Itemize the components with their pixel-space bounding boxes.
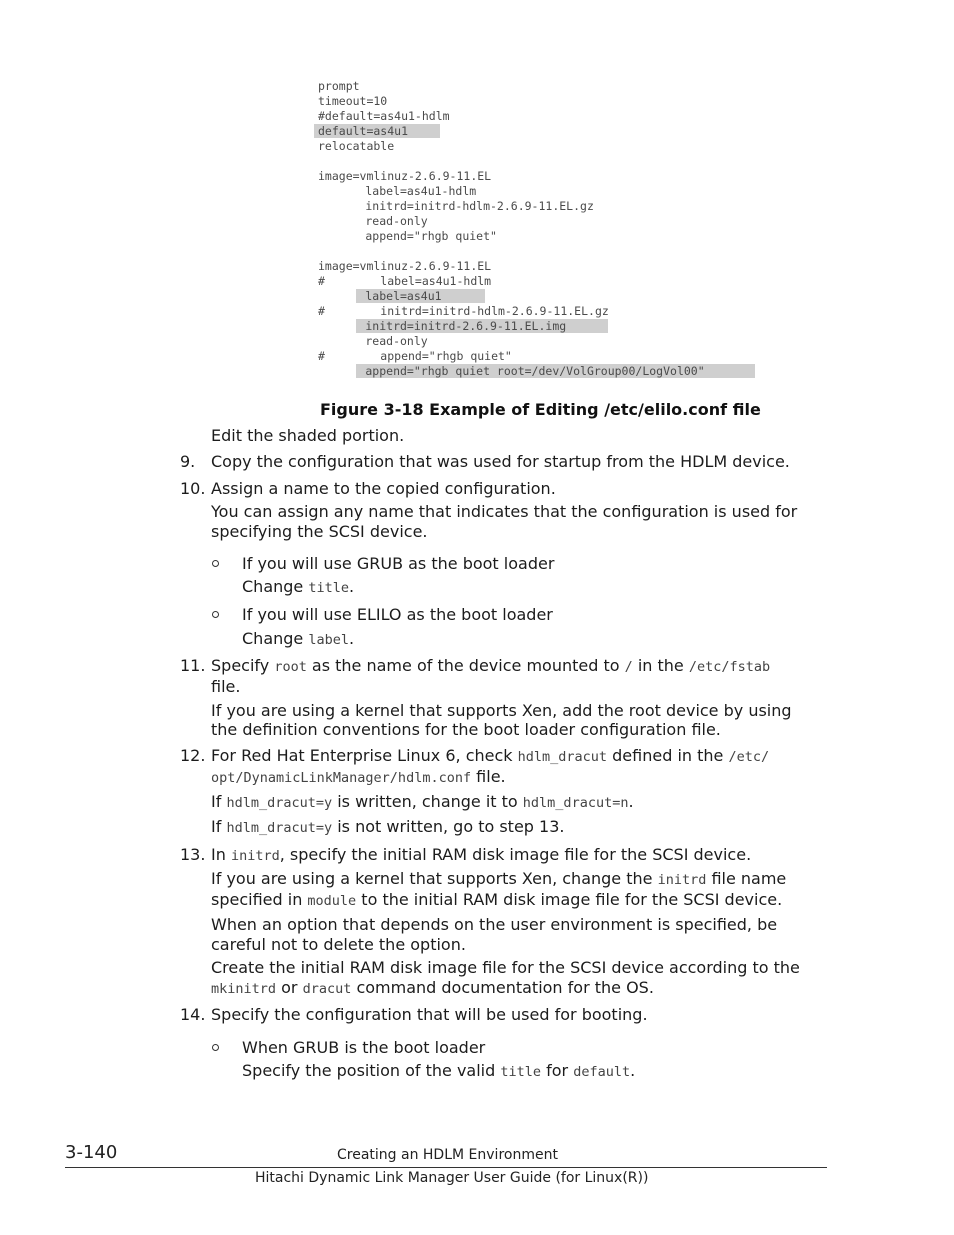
paragraph: the definition conventions for the boot loader configuration file. [211,720,721,739]
bullet-icon [212,560,219,567]
step-number: 9. [180,452,196,471]
text: file name [706,869,787,888]
step-number: 12. [180,746,206,765]
footer-divider [65,1167,827,1168]
code: initrd [657,872,707,888]
text: . [348,577,355,596]
code: /etc/ [728,749,770,765]
code-line: prompt [318,79,360,93]
text: Change [242,577,309,596]
code-line: # append="rhgb quiet" [318,349,512,363]
code: title [308,580,349,596]
code-line: timeout=10 [318,94,388,108]
step-text: Copy the configuration that was used for startup from the HDLM device. [211,452,790,471]
code-line: # label=as4u1-hdlm [318,274,492,288]
paragraph [242,1061,635,1082]
paragraph: Edit the shaded portion. [211,426,405,445]
paragraph [211,869,786,890]
paragraph [242,629,354,650]
code: /etc/fstab [688,659,771,675]
guide-title: Hitachi Dynamic Link Manager User Guide (for Linux(R)) [255,1170,649,1186]
text: If you are using a kernel that supports Xen, change the [211,869,658,888]
paragraph: specifying the SCSI device. [211,522,428,541]
code: initrd [230,848,280,864]
text: If [211,792,227,811]
code: module [307,893,357,909]
text: specified in [211,890,308,909]
code-line: relocatable [318,139,395,153]
code: dracut [302,981,352,997]
paragraph [242,577,354,598]
text: file. [471,767,506,786]
text: is written, change it to [332,792,523,811]
text: or [276,978,303,997]
text: is not written, go to step 13. [332,817,565,836]
code: hdlm_dracut=n [522,795,629,811]
text: in the [632,656,689,675]
text: to the initial RAM disk image file for the SCSI device. [356,890,783,909]
text: for [541,1061,574,1080]
code-line: #default=as4u1-hdlm [318,109,450,123]
step-number: 11. [180,656,206,675]
text: Specify [211,656,275,675]
paragraph: careful not to delete the option. [211,935,466,954]
code-line: initrd=initrd-hdlm-2.6.9-11.EL.gz [310,199,594,213]
text: Specify the position of the valid [242,1061,501,1080]
text: , specify the initial RAM disk image file for the SCSI device. [279,845,752,864]
paragraph: You can assign any name that indicates that the configuration is used for [211,502,798,521]
code-line: image=vmlinuz-2.6.9-11.EL [318,169,492,183]
text: Change [242,629,309,648]
text: defined in the [607,746,729,765]
code-line: initrd=initrd-2.6.9-11.EL.img [310,319,567,333]
code: mkinitrd [211,981,277,997]
bullet-text: When GRUB is the boot loader [242,1038,486,1057]
page-number: 3-140 [65,1142,118,1163]
code-line: label=as4u1 [310,289,442,303]
step-text [211,746,769,767]
figure-caption: Figure 3-18 Example of Editing /etc/elilo.conf file [320,400,761,419]
step-text: Specify the configuration that will be used for booting. [211,1005,648,1024]
paragraph [211,817,564,838]
code-figure [310,79,778,384]
code: hdlm_dracut [517,749,608,765]
code: title [500,1064,542,1080]
paragraph [211,890,782,911]
code: / [624,659,633,675]
bullet-text: If you will use ELILO as the boot loader [242,605,553,624]
text: . [630,1061,636,1080]
code-line: default=as4u1 [318,124,409,138]
paragraph [211,792,634,813]
step-number: 10. [180,479,206,498]
bullet-text: If you will use GRUB as the boot loader [242,554,555,573]
code-line: # initrd=initrd-hdlm-2.6.9-11.EL.gz [318,304,609,318]
text: command documentation for the OS. [351,978,654,997]
step-text [211,656,770,677]
text: . [348,629,355,648]
code: default [573,1064,631,1080]
step-text [211,845,751,866]
bullet-icon [212,1044,219,1051]
code: opt/DynamicLinkManager/hdlm.conf [211,770,472,786]
paragraph: file. [211,677,241,696]
code-line: label=as4u1-hdlm [310,184,477,198]
chapter-title: Creating an HDLM Environment [337,1147,558,1163]
code: label [308,632,349,648]
code: hdlm_dracut=y [226,820,333,836]
paragraph [211,978,654,999]
step-number: 13. [180,845,206,864]
text: For Red Hat Enterprise Linux 6, check [211,746,518,765]
paragraph [211,767,506,788]
text: . [628,792,634,811]
paragraph: When an option that depends on the user environment is specified, be [211,915,778,934]
code-line: append="rhgb quiet root=/dev/VolGroup00/LogVol00" [310,364,705,378]
code-line: read-only [310,214,428,228]
code-line: image=vmlinuz-2.6.9-11.EL [318,259,492,273]
code: hdlm_dracut=y [226,795,333,811]
text: If [211,817,227,836]
code: root [274,659,307,675]
text: as the name of the device mounted to [306,656,625,675]
step-text: Assign a name to the copied configuration. [211,479,556,498]
bullet-icon [212,611,219,618]
code-line: append="rhgb quiet" [310,229,497,243]
paragraph: Create the initial RAM disk image file for the SCSI device according to the [211,958,800,977]
step-number: 14. [180,1005,206,1024]
text: In [211,845,231,864]
paragraph: If you are using a kernel that supports Xen, add the root device by using [211,701,792,720]
code-line: read-only [310,334,428,348]
